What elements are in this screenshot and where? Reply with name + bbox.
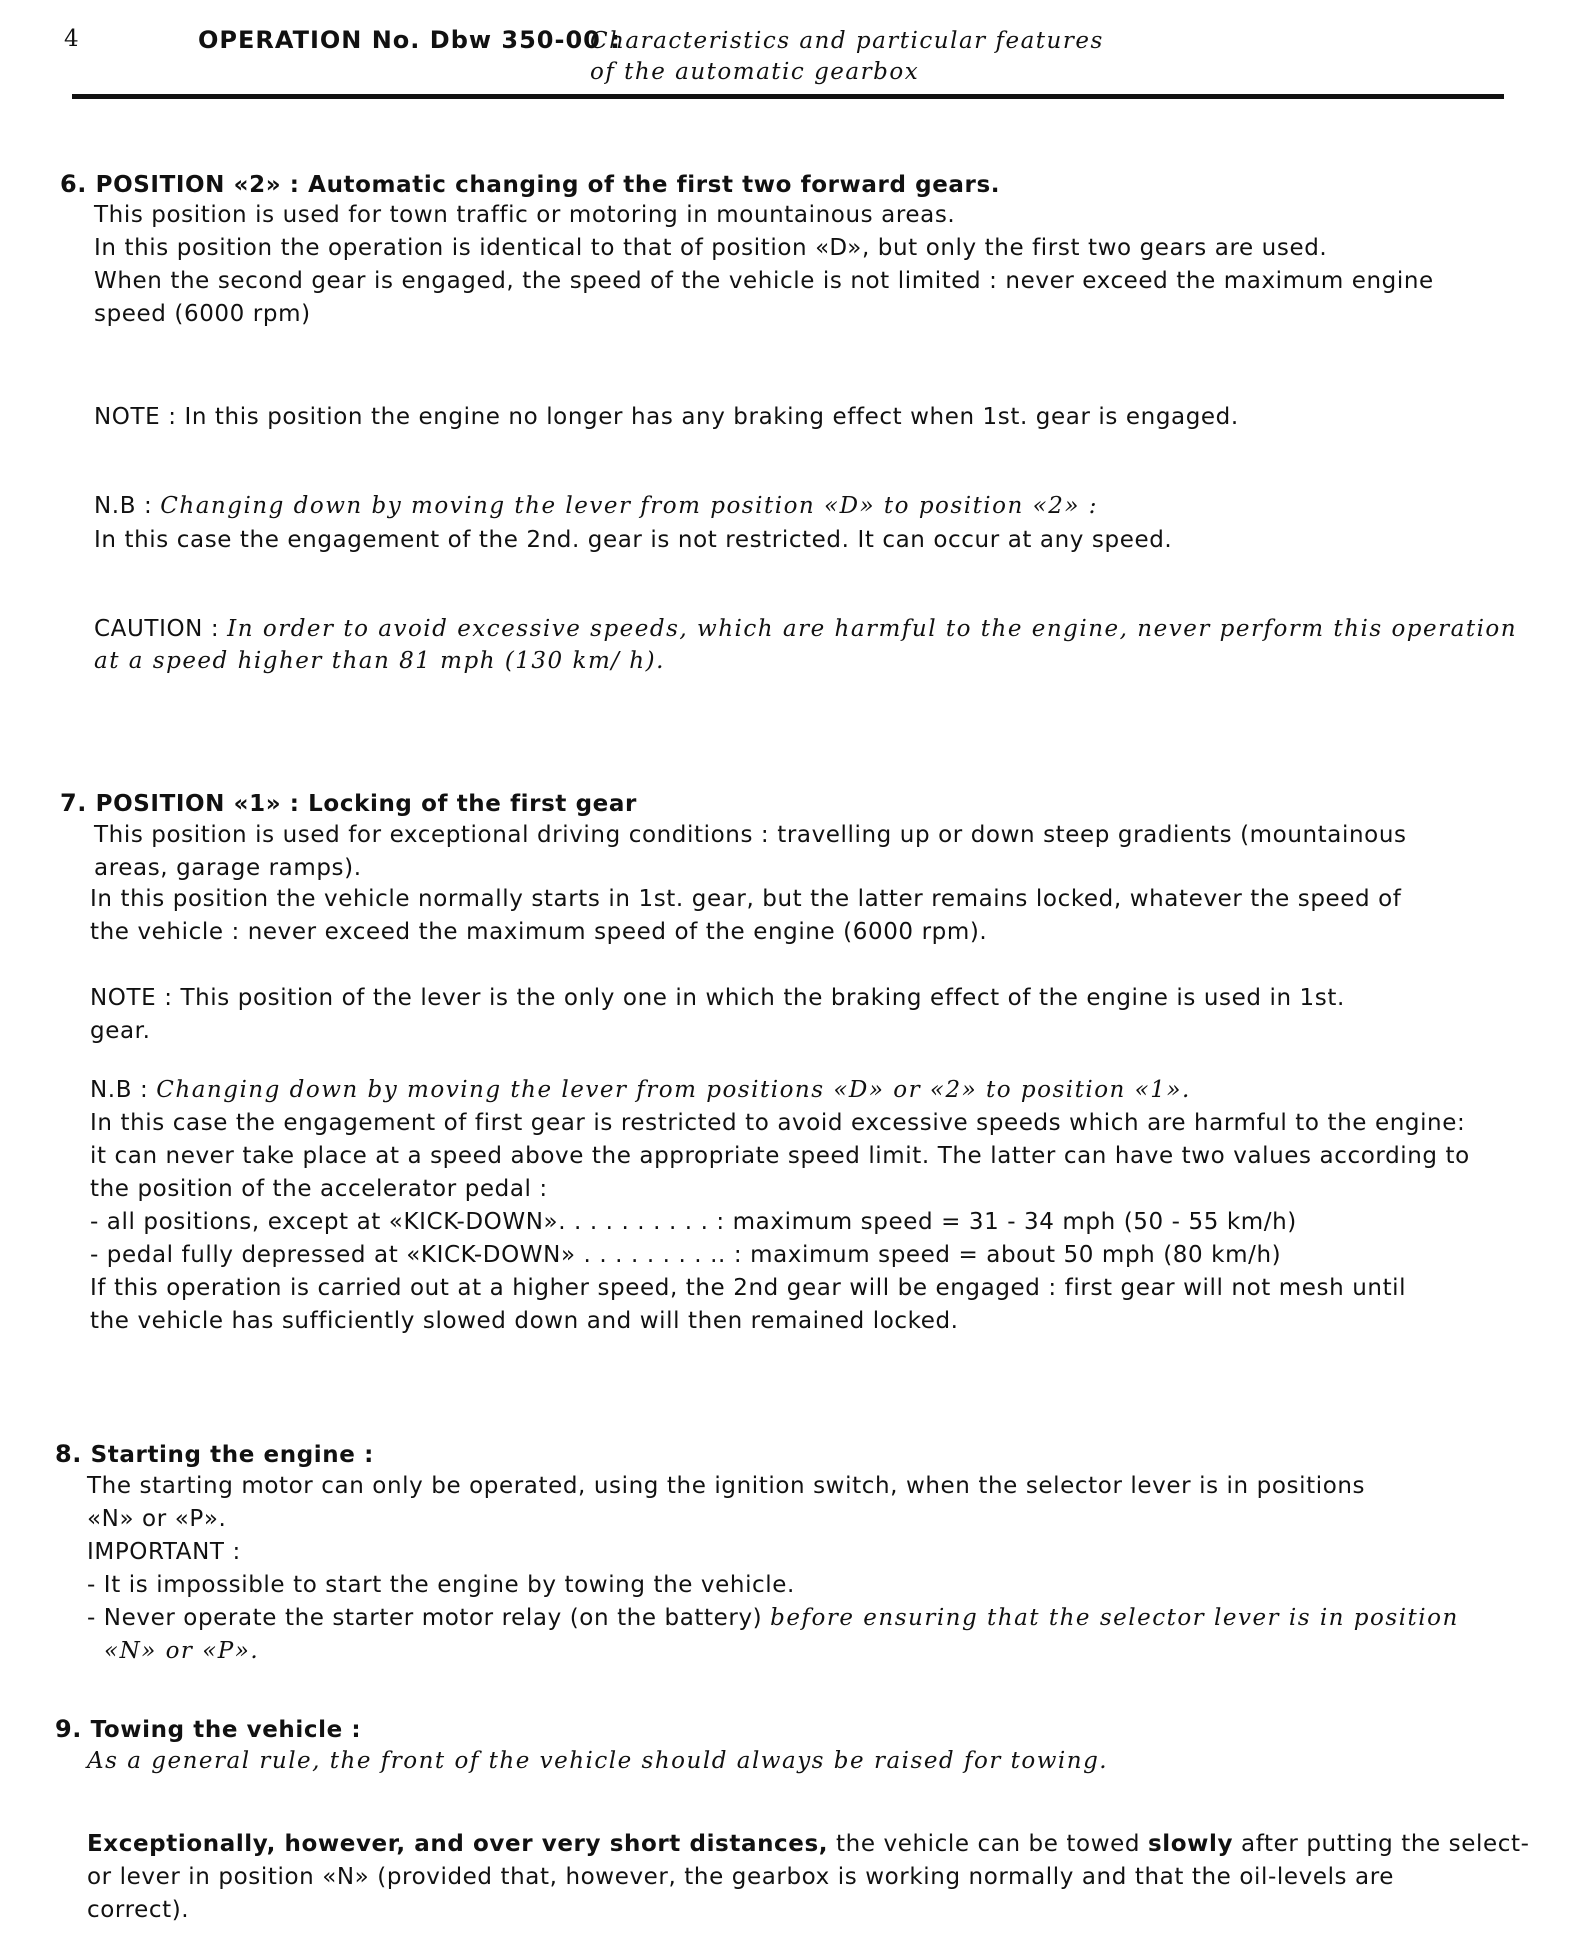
note: NOTE : This position of the lever is the only one in which the braking effect of the engine is used in 1st. [90, 985, 1345, 1011]
caution-line: at a speed higher than 81 mph (130 km/ h). [94, 648, 665, 674]
paragraph-line: the position of the accelerator pedal : [90, 1176, 548, 1202]
section-number: 7. [60, 789, 88, 817]
paragraph-line: speed (6000 rpm) [94, 301, 311, 327]
list-item-continuation: «N» or «P». [104, 1638, 260, 1664]
section-title-position: POSITION «1» : [95, 791, 300, 817]
page-number: 4 [64, 26, 79, 52]
note: NOTE : In this position the engine no longer has any braking effect when 1st. gear is engaged. [94, 404, 1239, 430]
caution-label: CAUTION : [94, 616, 220, 642]
section-number: 9. [55, 1715, 83, 1743]
emphasis-slowly: slowly [1147, 1831, 1234, 1857]
nb-line [90, 1077, 1191, 1103]
text-run: after putting the select- [1241, 1831, 1530, 1857]
operation-subject-line-2: of the automatic gearbox [590, 59, 920, 85]
paragraph-line: When the second gear is engaged, the speed of the vehicle is not limited : never exceed the maximum engine [94, 268, 1434, 294]
paragraph-line: In this position the operation is identical to that of position «D», but only the first two gears are used. [94, 235, 1328, 261]
paragraph-line: «N» or «P». [87, 1506, 227, 1532]
paragraph-line: If this operation is carried out at a higher speed, the 2nd gear will be engaged : first gear will not mesh until [90, 1275, 1407, 1301]
list-item [87, 1605, 1459, 1631]
paragraph-line: The starting motor can only be operated, using the ignition switch, when the selector lever is in positions [87, 1473, 1366, 1499]
section-title-text: Automatic changing of the first two forward gears. [308, 172, 1001, 198]
nb-text: Changing down by moving the lever from positions «D» or «2» to position «1». [156, 1077, 1191, 1103]
emphasis-bold: Exceptionally, however, and over very short distances, [87, 1831, 829, 1857]
section-title-text: Locking of the first gear [308, 791, 637, 817]
paragraph-line: In this position the vehicle normally starts in 1st. gear, but the latter remains locked, whatever the speed of [90, 886, 1402, 912]
operation-subject [590, 26, 1104, 88]
header-rule [72, 94, 1504, 99]
section-number: 6. [60, 170, 88, 198]
section-8-heading [55, 1440, 374, 1468]
note: gear. [90, 1018, 151, 1044]
section-title-position: POSITION «2» : [95, 172, 300, 198]
operation-code: OPERATION No. Dbw 350-00 : [198, 26, 621, 54]
section-title-text: Starting the engine : [90, 1442, 374, 1468]
nb-line [94, 493, 1098, 519]
list-item: - It is impossible to start the engine by towing the vehicle. [87, 1572, 795, 1598]
section-9-heading [55, 1715, 361, 1743]
paragraph-line [87, 1831, 1530, 1857]
section-title-text: Towing the vehicle : [90, 1717, 362, 1743]
list-item: - pedal fully depressed at «KICK-DOWN» . . . . . . . . .. : maximum speed = about 50 mph (80 km/h) [90, 1242, 1282, 1268]
paragraph-line: areas, garage ramps). [94, 855, 362, 881]
nb-label: N.B : [90, 1077, 149, 1103]
paragraph-line: As a general rule, the front of the vehicle should always be raised for towing. [87, 1748, 1109, 1774]
paragraph-line: the vehicle : never exceed the maximum speed of the engine (6000 rpm). [90, 919, 988, 945]
nb-text: Changing down by moving the lever from position «D» to position «2» : [160, 493, 1098, 519]
nb-label: N.B : [94, 493, 153, 519]
caution-text: In order to avoid excessive speeds, which are harmful to the engine, never perform this operation [227, 616, 1518, 642]
paragraph-line: This position is used for town traffic or motoring in mountainous areas. [94, 202, 956, 228]
text-run: the vehicle can be towed [836, 1831, 1141, 1857]
paragraph-line: This position is used for exceptional driving conditions : travelling up or down steep gradients (mountainous [94, 822, 1407, 848]
caution-line [94, 616, 1517, 642]
list-item-text: - Never operate the starter motor relay (on the battery) [87, 1605, 763, 1631]
list-item-emphasis: before ensuring that the selector lever is in position [770, 1605, 1459, 1631]
paragraph-line: or lever in position «N» (provided that, however, the gearbox is working normally and that the oil-levels are [87, 1864, 1395, 1890]
section-6-heading [60, 170, 1000, 198]
operation-subject-line-1: Characteristics and particular features [590, 28, 1104, 54]
paragraph-line: In this case the engagement of first gear is restricted to avoid excessive speeds which are harmful to the engine: [90, 1110, 1466, 1136]
section-7-heading [60, 789, 637, 817]
list-item: - all positions, except at «KICK-DOWN». . . . . . . . . . : maximum speed = 31 - 34 mph (50 - 55 km/h) [90, 1209, 1297, 1235]
section-number: 8. [55, 1440, 83, 1468]
paragraph-line: it can never take place at a speed above the appropriate speed limit. The latter can have two values according to [90, 1143, 1470, 1169]
paragraph-line: In this case the engagement of the 2nd. gear is not restricted. It can occur at any speed. [94, 527, 1173, 553]
paragraph-line: correct). [87, 1897, 190, 1923]
paragraph-line: the vehicle has sufficiently slowed down and will then remained locked. [90, 1308, 959, 1334]
important-label: IMPORTANT : [87, 1539, 241, 1565]
